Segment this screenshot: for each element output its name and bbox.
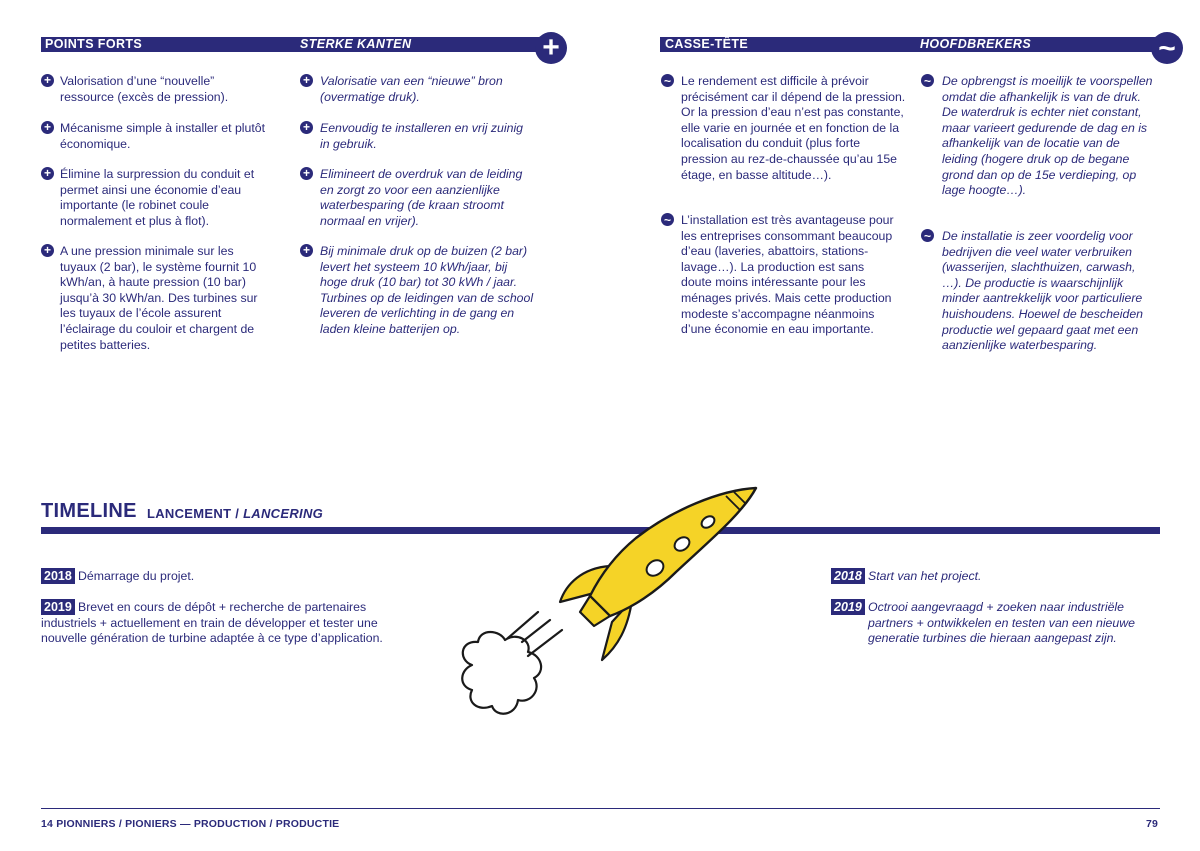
timeline-entry-text: Démarrage du projet. [78,569,195,583]
page-number: 79 [1146,818,1159,830]
rocket-illustration [450,480,770,740]
tilde-icon: ~ [921,229,934,242]
timeline-title: TIMELINE [41,500,137,522]
plus-icon: + [300,74,313,87]
year-badge: 2019 [831,599,865,615]
tilde-icon: ~ [921,74,934,87]
footer-rule [41,808,1160,809]
footer-title: 14 PIONNIERS / PIONIERS — PRODUCTION / PRODUCTIE [41,818,340,830]
plus-icon: + [300,167,313,180]
list-item: + Mécanisme simple à installer et plutôt économique. [41,121,286,152]
list-item: ~ De opbrengst is moeilijk te voorspellen omdat die afhankelijk is van de druk. De waterdruk is echter niet constant, maar varieert gedurende de dag en is afhankelijk van de locatie van de leiding (hogere druk op de begane grond dan op de 15e verdieping, op lage hoogte…). [921,74,1160,199]
list-item: + Valorisation d’une “nouvelle” ressource (excès de pression). [41,74,271,105]
tilde-icon: ~ [1151,32,1183,64]
timeline-subtitle: LANCEMENT / LANCERING [147,506,324,521]
list-item: ~ Le rendement est difficile à prévoir précisément car il dépend de la pression. Or la pression d’eau n’est pas constante, elle varie en journée et en fonction de la localisation du conduit (plus forte pression au rez-de-chaussée qu’au 15e étage, en basse altitude…). [661,74,906,183]
timeline-entry-text: Brevet en cours de dépôt + recherche de partenaires industriels + actuellement en train de développer et tester une nouvelle génération de turbine adaptée à ce type d’application. [41,600,383,646]
strengths-header-fr: POINTS FORTS [45,37,143,51]
plus-icon: + [300,244,313,257]
smoke-cloud [462,632,541,714]
list-item: ~ L’installation est très avantageuse pour les entreprises consommant beaucoup d’eau (laveries, abattoirs, stations-lavage…). La production est sans doute moins intéressante pour les ménages privés. Mais cette production modeste s’accompagne néanmoins d’une économie en eau importante. [661,213,906,338]
challenges-header-nl: HOOFDBREKERS [920,37,1032,51]
timeline-entry-text: Start van het project. [868,569,982,583]
list-item: + A une pression minimale sur les tuyaux (2 bar), le système fournit 10 kWh/an, à haute pression (10 bar) jusqu’à 30 kWh/an. Des turbines sur les tuyaux de l’école assurent l’éclairage du couloir et chargent de petites batteries. [41,244,271,353]
year-badge: 2019 [41,599,75,615]
plus-icon: + [41,244,54,257]
tilde-icon: ~ [661,213,674,226]
year-badge: 2018 [831,568,865,584]
plus-icon: + [535,32,567,64]
strengths-header-nl: STERKE KANTEN [300,37,412,51]
list-item: + Valorisatie van een “nieuwe” bron (overmatige druk). [300,74,540,105]
list-item: + Eenvoudig te installeren en vrij zuinig in gebruik. [300,121,540,152]
rocket-body [590,488,756,616]
plus-icon: + [41,74,54,87]
plus-icon: + [300,121,313,134]
challenges-header-fr: CASSE-TÊTE [665,37,749,51]
list-item: + Élimine la surpression du conduit et permet ainsi une économie d’eau importante (le robinet coule normalement et plus à flot). [41,167,271,229]
list-item: + Elimineert de overdruk van de leiding en zorgt zo voor een aanzienlijke waterbesparing (de kraan stroomt normaal en vrijer). [300,167,540,229]
plus-icon: + [41,121,54,134]
year-badge: 2018 [41,568,75,584]
list-item: + Bij minimale druk op de buizen (2 bar) levert het systeem 10 kWh/jaar, bij hoge druk (10 bar) tot 30 kWh / jaar. Turbines op de leidingen van de school leveren de verlichting in de gang en laden kleine batterijen op. [300,244,540,338]
timeline-entry-text: Octrooi aangevraagd + zoeken naar industriële partners + ontwikkelen en testen van een nieuwe generatie turbines die hieraan aangepast zijn. [868,600,1135,646]
tilde-icon: ~ [661,74,674,87]
plus-icon: + [41,167,54,180]
list-item: ~ De installatie is zeer voordelig voor bedrijven die veel water verbruiken (wasserijen, slachthuizen, carwash, …). De productie is waarschijnlijk minder aantrekkelijk voor particuliere huishoudens. Hoewel de bescheiden productie wel gepaard gaat met een aanzienlijke waterbesparing. [921,229,1160,354]
